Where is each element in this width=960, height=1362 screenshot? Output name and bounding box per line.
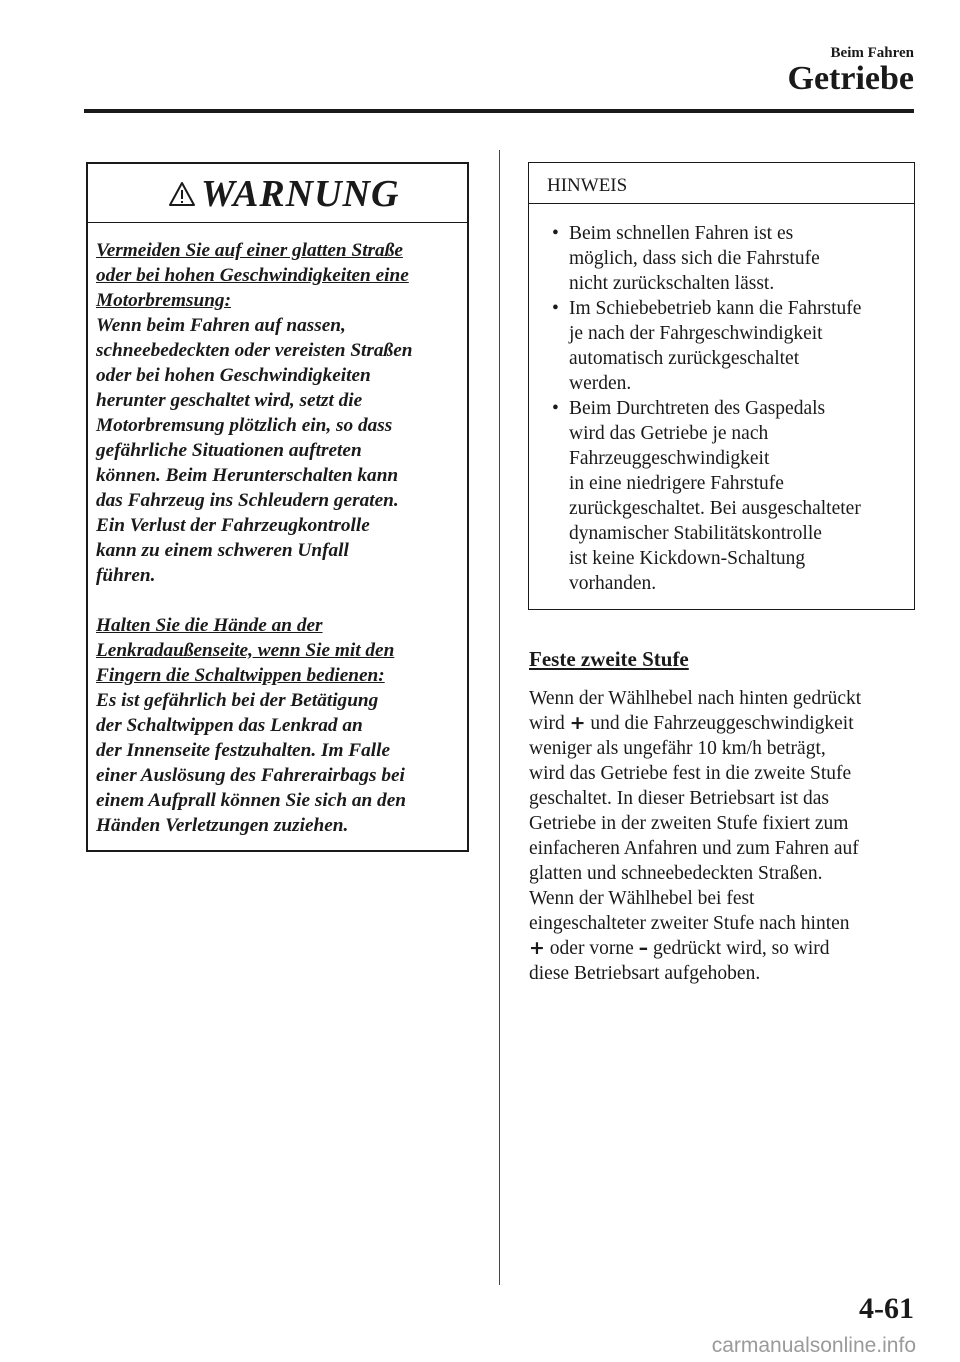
- note-item-line: dynamischer Stabilitätskontrolle: [569, 523, 822, 544]
- page-number: 4-61: [859, 1292, 914, 1325]
- note-list-item: [529, 296, 914, 396]
- paragraph-gap: [96, 588, 471, 613]
- plus-icon: +: [569, 712, 586, 734]
- warning-text-line: Händen Verletzungen zuziehen.: [96, 815, 349, 836]
- warning-title-line: oder bei hohen Geschwindigkeiten eine: [96, 265, 409, 286]
- body-line: + oder vorne – gedrückt wird, so wird: [529, 937, 830, 959]
- body-line: glatten und schneebedeckten Straßen.: [529, 863, 823, 884]
- header-section-label: Beim Fahren: [830, 45, 914, 61]
- warning-box: [86, 162, 469, 852]
- note-item-line: in eine niedrigere Fahrstufe: [569, 473, 784, 494]
- note-item-line: werden.: [569, 373, 632, 394]
- body-line: eingeschalteter zweiter Stufe nach hinten: [529, 913, 850, 934]
- warning-text-line: kann zu einem schweren Unfall: [96, 540, 349, 561]
- page-title: Getriebe: [787, 60, 914, 97]
- section-title: Feste zweite Stufe: [529, 647, 689, 671]
- warning-text-line: führen.: [96, 565, 156, 586]
- warning-text-line: gefährliche Situationen auftreten: [96, 440, 362, 461]
- note-item-line: automatisch zurückgeschaltet: [569, 348, 800, 369]
- warning-title-line: Vermeiden Sie auf einer glatten Straße: [96, 240, 403, 261]
- warning-title-line: Halten Sie die Hände an der: [96, 615, 323, 636]
- warning-text-line: Motorbremsung plötzlich ein, so dass: [96, 415, 393, 436]
- body-line: Getriebe in der zweiten Stufe fixiert zum: [529, 813, 849, 834]
- warning-text-line: Ein Verlust der Fahrzeugkontrolle: [96, 515, 370, 536]
- watermark: carmanualsonline.info: [711, 1334, 916, 1357]
- warning-title-line: Fingern die Schaltwippen bedienen:: [96, 665, 385, 686]
- warning-title-line: Motorbremsung:: [96, 290, 231, 311]
- warning-triangle-icon: [168, 181, 196, 207]
- note-item-line: zurückgeschaltet. Bei ausgeschalteter: [569, 498, 861, 519]
- body-line: geschaltet. In dieser Betriebsart ist das: [529, 788, 829, 809]
- body-line: diese Betriebsart aufgehoben.: [529, 963, 761, 984]
- note-box: [528, 162, 915, 610]
- note-item-line: Im Schiebebetrieb kann die Fahrstufe: [569, 298, 862, 319]
- note-item-line: Fahrzeuggeschwindigkeit: [569, 448, 770, 469]
- note-heading: HINWEIS: [547, 175, 628, 196]
- body-line: Wenn der Wählhebel bei fest: [529, 888, 755, 909]
- note-item-line: Beim Durchtreten des Gaspedals: [569, 398, 826, 419]
- warning-text-line: der Innenseite festzuhalten. Im Falle: [96, 740, 391, 761]
- warning-text-line: einer Auslösung des Fahrerairbags bei: [96, 765, 405, 786]
- note-item-line: je nach der Fahrgeschwindigkeit: [569, 323, 823, 344]
- warning-text-line: schneebedeckten oder vereisten Straßen: [96, 340, 413, 361]
- body-line: einfacheren Anfahren und zum Fahren auf: [529, 838, 859, 859]
- body-line: Wenn der Wählhebel nach hinten gedrückt: [529, 688, 862, 709]
- warning-text-line: oder bei hohen Geschwindigkeiten: [96, 365, 371, 386]
- section-body: [529, 686, 919, 986]
- plus-icon: +: [529, 937, 545, 959]
- note-item-line: vorhanden.: [569, 573, 657, 594]
- warning-body: [96, 238, 471, 838]
- body-line: weniger als ungefähr 10 km/h beträgt,: [529, 738, 826, 759]
- warning-text-line: Es ist gefährlich bei der Betätigung: [96, 690, 379, 711]
- note-list-item: [529, 396, 914, 596]
- warning-text-line: können. Beim Herunterschalten kann: [96, 465, 399, 486]
- minus-icon: –: [638, 937, 649, 959]
- note-item-line: nicht zurückschalten lässt.: [569, 273, 775, 294]
- warning-text-line: der Schaltwippen das Lenkrad an: [96, 715, 363, 736]
- note-header: [529, 163, 914, 204]
- warning-text-line: Wenn beim Fahren auf nassen,: [96, 315, 346, 336]
- warning-heading: WARNUNG: [201, 173, 400, 215]
- note-item-line: wird das Getriebe je nach: [569, 423, 769, 444]
- header-rule: [84, 109, 914, 113]
- warning-text-line: das Fahrzeug ins Schleudern geraten.: [96, 490, 399, 511]
- warning-text-line: herunter geschaltet wird, setzt die: [96, 390, 363, 411]
- column-divider: [499, 150, 500, 1285]
- warning-title-line: Lenkradaußenseite, wenn Sie mit den: [96, 640, 395, 661]
- note-item-line: möglich, dass sich die Fahrstufe: [569, 248, 820, 269]
- bullet-icon: •: [552, 223, 559, 244]
- bullet-icon: •: [552, 298, 559, 319]
- note-item-line: Beim schnellen Fahren ist es: [569, 223, 794, 244]
- bullet-icon: •: [552, 398, 559, 419]
- warning-text-line: einem Aufprall können Sie sich an den: [96, 790, 406, 811]
- warning-header: [88, 164, 467, 223]
- body-line: wird das Getriebe fest in die zweite Stufe: [529, 763, 852, 784]
- note-list: [529, 221, 914, 596]
- note-item-line: ist keine Kickdown-Schaltung: [569, 548, 806, 569]
- note-list-item: [529, 221, 914, 296]
- body-line: wird + und die Fahrzeuggeschwindigkeit: [529, 712, 854, 734]
